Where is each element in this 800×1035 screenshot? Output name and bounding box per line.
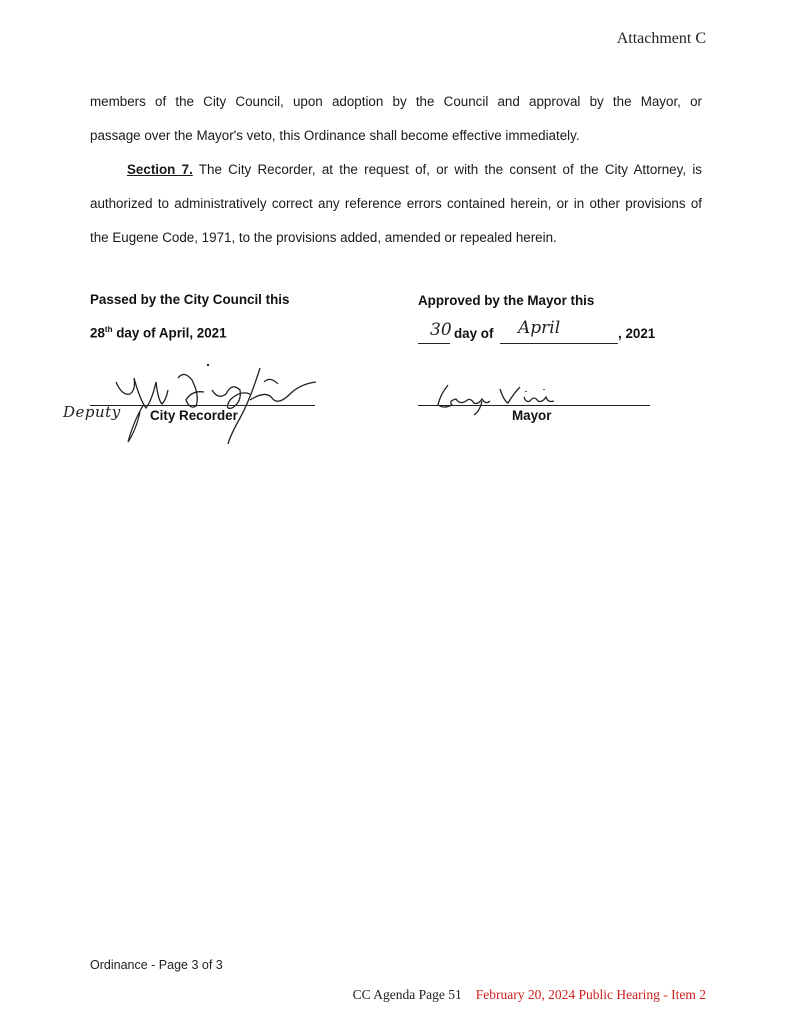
passed-date <box>90 325 227 340</box>
approved-day-handwritten: 30 <box>430 320 452 340</box>
passed-heading: Passed by the City Council this <box>90 292 290 307</box>
footer-agenda <box>353 987 706 1003</box>
section-7-text: The City Recorder, at the request of, or with the consent of the City Attorney, is authorized to administratively correct any reference errors contained herein, or in other provisions of the Eugene Code, 1971, to the provisions added, amended or repealed herein. <box>90 162 702 245</box>
section-7-label: Section 7. <box>127 162 193 177</box>
mayor-role: Mayor <box>512 408 552 423</box>
approved-month-handwritten: April <box>518 318 561 338</box>
passed-date-rest: day of April, 2021 <box>112 325 227 341</box>
agenda-page: CC Agenda Page 51 <box>352 987 462 1002</box>
paragraph-line: passage over the Mayor's veto, this Ordinance shall become effective immediately. <box>90 128 580 143</box>
recorder-role: City Recorder <box>150 408 238 423</box>
approved-day-line <box>418 343 450 344</box>
approved-year: , 2021 <box>618 326 656 341</box>
approved-date <box>418 318 663 348</box>
recorder-signature <box>100 360 330 450</box>
approved-heading: Approved by the Mayor this <box>418 293 595 308</box>
paragraph-section-7 <box>90 153 702 255</box>
passed-date-day: 28 <box>90 325 105 341</box>
footer-page-number: Ordinance - Page 3 of 3 <box>90 958 223 972</box>
approved-day-of: day of <box>454 326 494 341</box>
mayor-signature <box>430 375 580 425</box>
paragraph-line: members of the City Council, upon adoption by the Council and approval by the Mayor, or <box>90 94 702 109</box>
passed-date-suffix: th <box>104 325 113 334</box>
approved-month-line <box>500 343 618 344</box>
paragraph-effective-date <box>90 85 702 153</box>
hearing-label: February 20, 2024 Public Hearing - Item 2 <box>475 987 706 1002</box>
attachment-label: Attachment C <box>616 30 706 47</box>
handwritten-deputy: Deputy <box>63 403 121 421</box>
